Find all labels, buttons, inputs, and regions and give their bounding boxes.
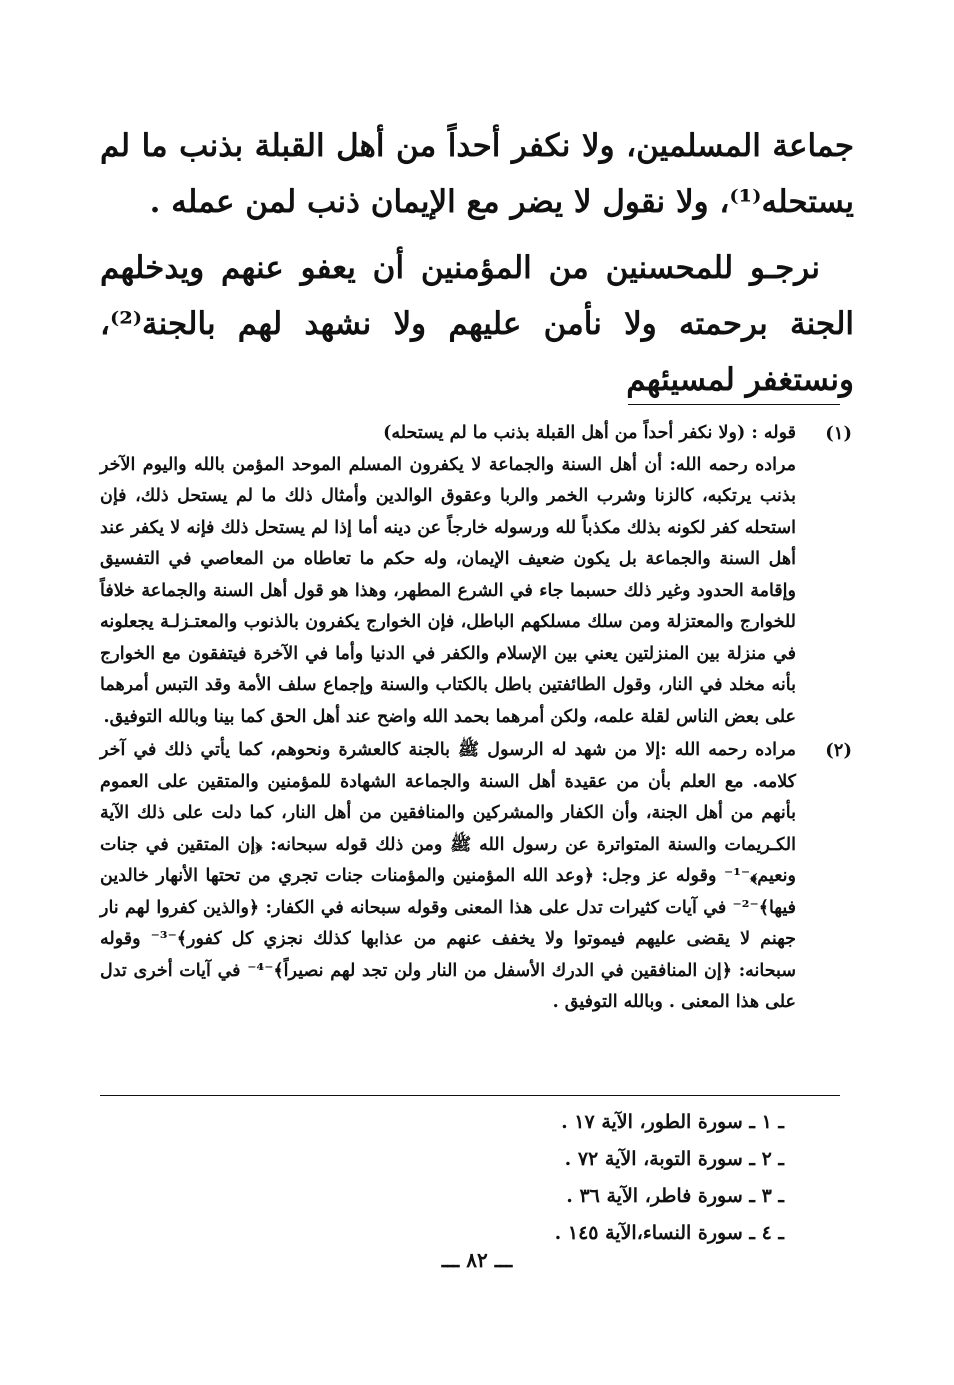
footnotes [100, 418, 852, 1019]
footnote-text: مراده رحمه الله :إلا من شهد له الرسول ﷺ بالجنة كالعشرة ونحوهم، كما يأتي ذلك في آخر كلامه. مع العلم بأن من عقيدة أهل السنة والجماعة الشهادة للمؤمنين والمتقين على العموم بأنهم من أهل الجنة، وأن الكفار والمشركين والمنافقين من أهل النار، كما دلت على ذلك الآية الكـريمات والسنة المتواترة عن رسول الله ﷺ ومن ذلك قوله سبحانه: ﴿إن المتقين في جنات ونعيم﴾⁻¹⁻ وقوله عز وجل: ﴿وعد الله المؤمنين والمؤمنات جنات تجري من تحتها الأنهار خالدين فيها﴾⁻²⁻ في آيات كثيرات تدل على هذا المعنى وقوله سبحانه في الكفار: ﴿والذين كفروا لهم نار جهنم لا يقضى عليهم فيموتوا ولا يخفف عنهم من عذابها كذلك نجزي كل كفور﴾⁻³⁻ وقوله سبحانه: ﴿إن المنافقين في الدرك الأسفل من النار ولن تجد لهم نصيراً﴾⁻⁴⁻ في آيات أخرى تدل على هذا المعنى . وبالله التوفيق . [100, 740, 796, 1012]
reference-item: ـ ٣ ـ سورة فاطر، الآية ٣٦ . [566, 1185, 784, 1207]
reference-item: ـ ١ ـ سورة الطور، الآية ١٧ . [561, 1111, 784, 1133]
page-number: ـــ ٨٢ ـــ [441, 1248, 513, 1272]
footnote [100, 735, 852, 1019]
footnote-separator [628, 404, 840, 405]
footnote-number: (٢) [825, 740, 852, 761]
main-text [100, 118, 854, 408]
reference-item: ـ ٤ ـ سورة النساء،الآية ١٤٥ . [554, 1222, 784, 1244]
footnote-text: مراده رحمه الله: أن أهل السنة والجماعة لا يكفرون المسلم الموحد المؤمن بالله واليوم الآخر بذنب يرتكبه، كالزنا وشرب الخمر والربا وعقوق الوالدين وأمثال ذلك ما لم يستحل ذلك، فإن استحله كفر لكونه بذلك مكذباً لله ورسوله خارجاً عن دينه أما إذا لم يستحل ذلك فإنه لا يكفر عند أهل السنة والجماعة بل يكون ضعيف الإيمان، وله حكم ما تعاطاه من المعاصي في التفسيق وإقامة الحدود وغير ذلك حسبما جاء في الشرع المطهر، وهذا هو قول أهل السنة والجماعة خلافاً للخوارج والمعتزلة ومن سلك مسلكهم الباطل، فإن الخوارج يكفرون بالذنوب والمعتـزلـة يجعلونه في منزلة بين المنزلتين يعني بين الإسلام والكفر في الدنيا وأما في الآخرة فيتفقون مع الخوارج بأنه مخلد في النار، وقول الطائفتين باطل بالكتاب والسنة وإجماع سلف الأمة وقد التبس أمرهما على بعض الناس لقلة علمه، ولكن أمرهما بحمد الله واضح عند أهل الحق كما بينا وبالله التوفيق. [100, 454, 796, 727]
footnote [100, 418, 852, 733]
references-separator [100, 1095, 840, 1096]
main-paragraph: نرجـو للمحسنين من المؤمنين أن يعفو عنهم ويدخلهم الجنة برحمته ولا نأمن عليهم ولا نشهد لهم بالجنة⁽²⁾، ونستغفر لمسيئهم [100, 250, 854, 398]
footnote-heading: قوله : (ولا نكفر أحداً من أهل القبلة بذنب ما لم يستحله) [383, 423, 796, 443]
reference-item: ـ ٢ ـ سورة التوبة، الآية ٧٢ . [564, 1148, 784, 1170]
main-paragraph: جماعة المسلمين، ولا نكفر أحداً من أهل القبلة بذنب ما لم يستحله⁽¹⁾، ولا نقول لا يضر مع الإيمان ذنب لمن عمله . [100, 128, 854, 220]
references-list [555, 1104, 784, 1252]
footnote-number: (١) [825, 423, 852, 444]
